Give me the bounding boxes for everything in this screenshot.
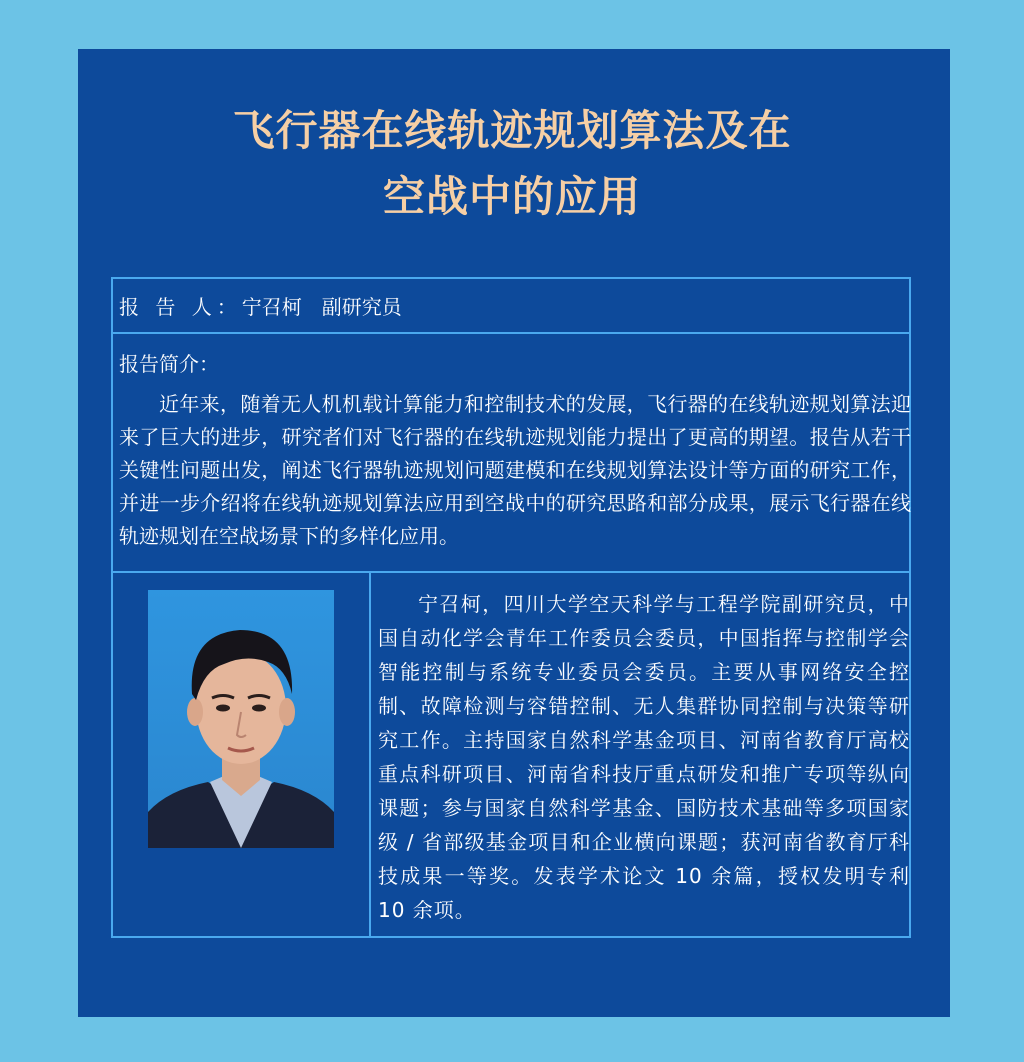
speaker-photo [148, 590, 334, 848]
speaker-box [111, 277, 911, 334]
speaker-rank: 副研究员 [321, 295, 402, 319]
bio-text: 宁召柯，四川大学空天科学与工程学院副研究员，中国自动化学会青年工作委员会委员，中国指挥与控制学会智能控制与系统专业委员会委员。主要从事网络安全控制、故障检测与容错控制、无人集群协同控制与决策等研究工作。主持国家自然科学基金项目、河南省教育厅高校重点科研项目、河南省科技厅重点研发和推广专项等纵向课题；参与国家自然科学基金、国防技术基础等多项国家级 / 省部级基金项目和企业横向课题；获河南省教育厅科技成果一等奖。发表学术论文 10 余篇，授权发明专利 10 余项。 [378, 592, 910, 922]
poster-title [0, 98, 1024, 230]
intro-text: 近年来，随着无人机机载计算能力和控制技术的发展，飞行器的在线轨迹规划算法迎来了巨大的进步，研究者们对飞行器的在线轨迹规划能力提出了更高的期望。报告从若干关键性问题出发，阐述飞行器轨迹规划问题建模和在线规划算法设计等方面的研究工作，并进一步介绍将在线轨迹规划算法应用到空战中的研究思路和部分成果，展示飞行器在线轨迹规划在空战场景下的多样化应用。 [119, 392, 911, 548]
portrait-image [148, 590, 334, 848]
intro-label: 报告简介： [119, 352, 219, 376]
speaker-line [119, 293, 402, 321]
speaker-name: 宁召柯 [241, 295, 302, 319]
title-line-1: 飞行器在线轨迹规划算法及在 [232, 106, 792, 155]
title-line-2: 空战中的应用 [382, 172, 641, 221]
intro-box [111, 332, 911, 573]
speaker-label: 报 告 人： [119, 295, 242, 319]
bio-box [111, 571, 911, 938]
bio-column-divider [369, 573, 371, 936]
